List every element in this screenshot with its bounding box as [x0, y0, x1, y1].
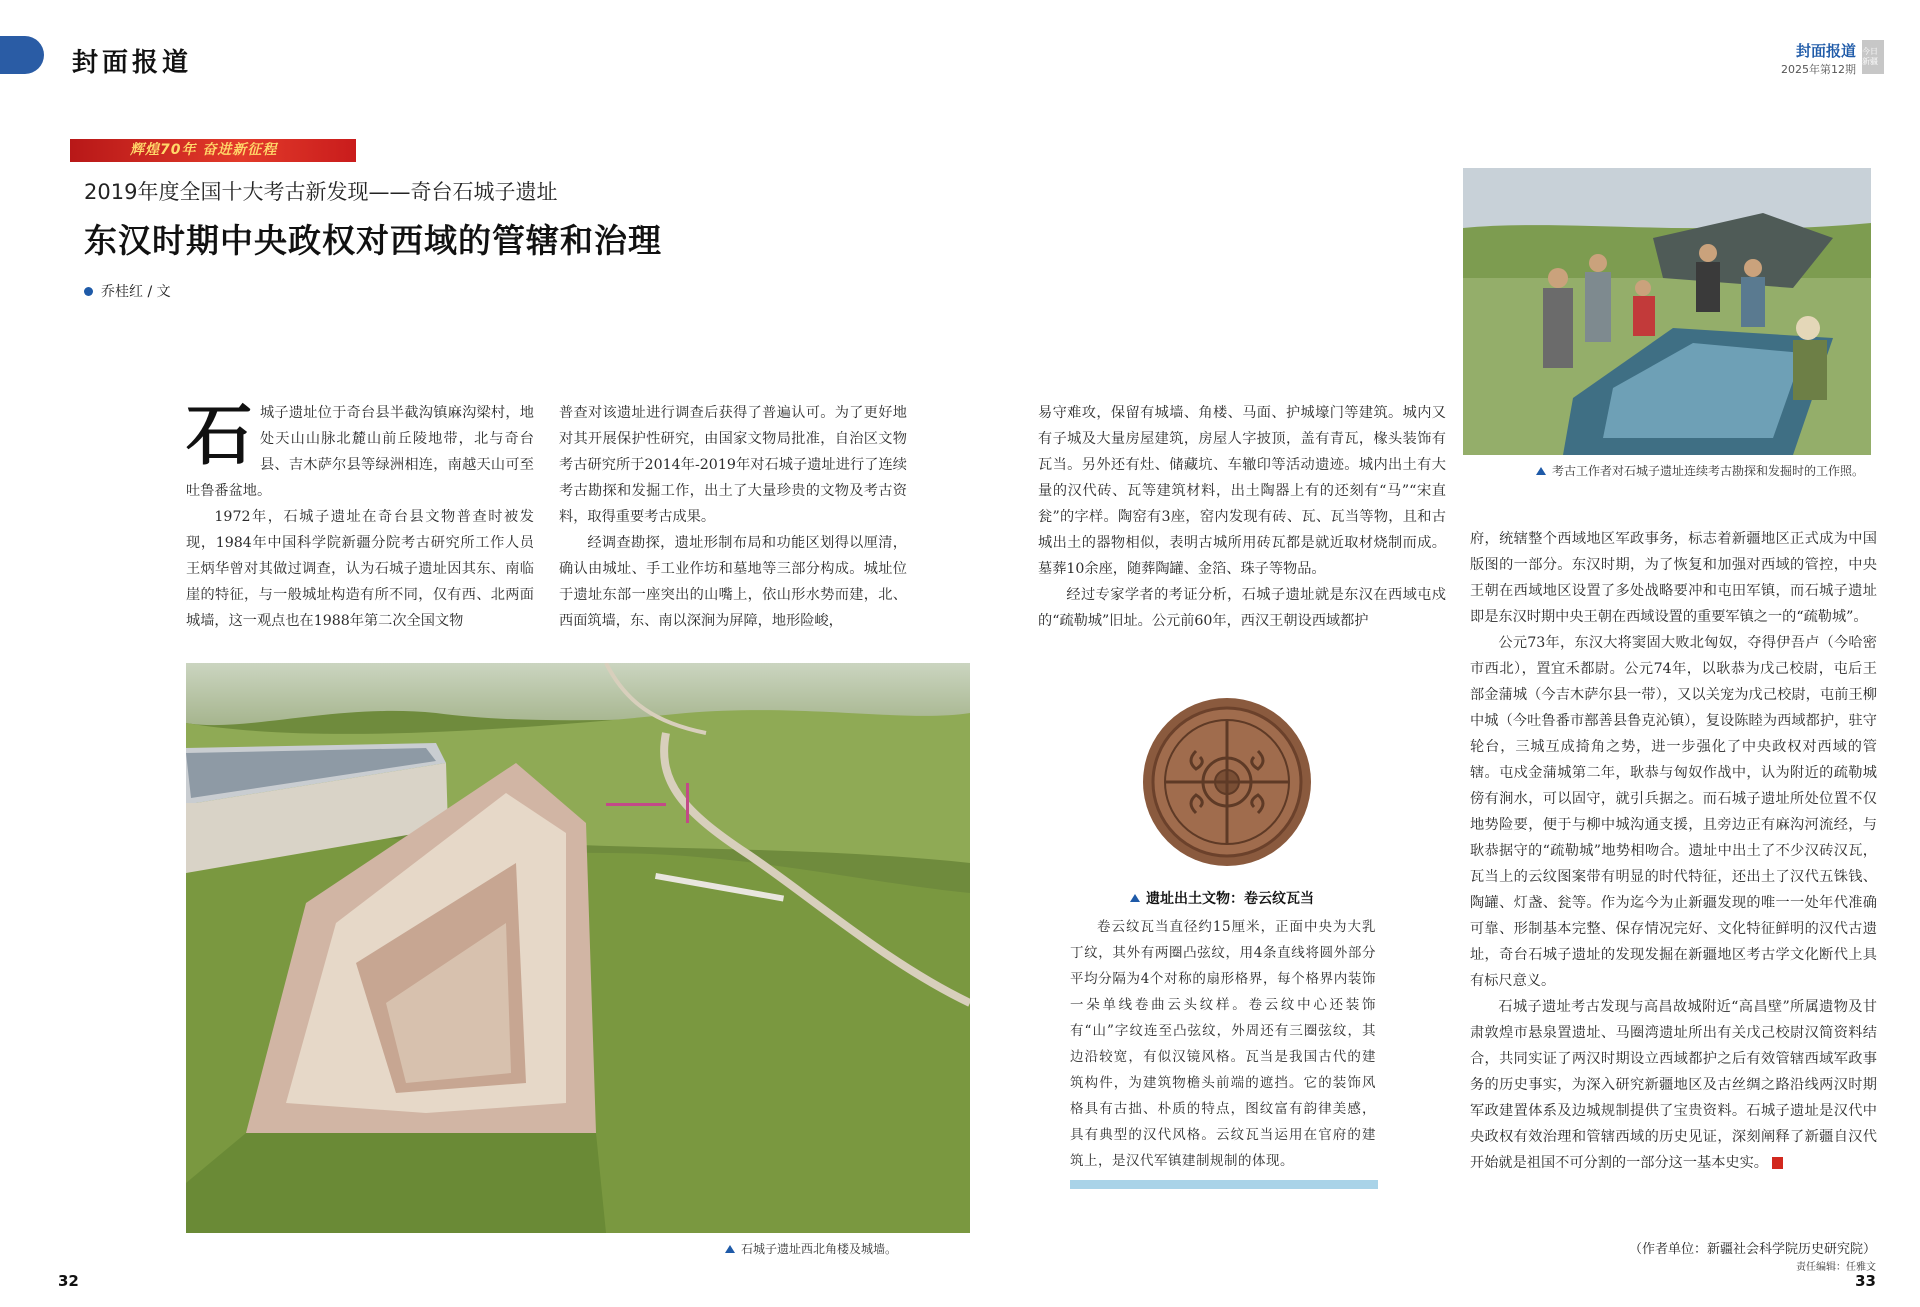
bullet-icon	[84, 287, 93, 296]
decorative-bar	[1070, 1180, 1378, 1189]
artifact-title: 遗址出土文物：卷云纹瓦当	[1130, 888, 1314, 908]
byline	[84, 281, 171, 301]
main-site-photo	[186, 663, 970, 1233]
paragraph: 易守难攻，保留有城墙、角楼、马面、护城壕门等建筑。城内又有子城及大量房屋建筑，房屋人字披顶，盖有青瓦，椽头装饰有瓦当。另外还有灶、储藏坑、车辙印等活动遗迹。城内出土有大量的汉代砖、瓦等建筑材料，出土陶器上有的还刻有“马”“宋直瓮”的字样。陶窑有3座，窑内发现有砖、瓦、瓦当等物，且和古城出土的器物相似，表明古城所用砖瓦都是就近取材烧制而成。墓葬10余座，随葬陶罐、金箔、珠子等物品。	[1038, 405, 1446, 577]
paragraph: 普查对该遗址进行调查后获得了普遍认可。为了更好地对其开展保护性研究，由国家文物局批准，自治区文物考古研究所于2014年-2019年对石城子遗址进行了连续考古勘探和发掘工作，出土了大量珍贵的文物及考古资料，取得重要考古成果。	[559, 405, 907, 525]
team-working-illustration	[1463, 168, 1871, 455]
magazine-logo: 今日新疆	[1862, 40, 1884, 74]
caption-triangle-icon	[1536, 467, 1546, 475]
section-tab-marker	[0, 36, 44, 74]
caption-triangle-icon	[1130, 894, 1140, 902]
running-header-right	[1781, 40, 1884, 77]
section-title-right: 封面报道	[1795, 42, 1856, 60]
paragraph: 公元73年，东汉大将窦固大败北匈奴，夺得伊吾卢（今哈密市西北），置宜禾都尉。公元74年，以耿恭为戊己校尉，屯后王部金蒲城（今吉木萨尔县一带），又以关宠为戊己校尉，屯前王柳中城（今吐鲁番市鄯善县鲁克沁镇），复设陈睦为西域都护，驻守轮台，三城互成掎角之势，进一步强化了中央政权对西域的管辖。屯戍金蒲城第二年，耿恭与匈奴作战中，认为附近的疏勒城傍有涧水，可以固守，就引兵据之。而石城子遗址所处位置不仅地势险要，便于与柳中城沟通支援，且旁边正有麻沟河流经，与耿恭据守的“疏勒城”地势相吻合。遗址中出土了不少汉砖汉瓦，瓦当上的云纹图案带有明显的时代特征，还出土了汉代五铢钱、陶罐、灯盏、瓮等。作为迄今为止新疆发现的唯一一处年代准确可靠、形制基本完整、保存情况完好、文化特征鲜明的汉代古遗址，奇台石城子遗址的发现发掘在新疆地区考古学文化断代上具有标尺意义。	[1470, 635, 1877, 989]
issue-number: 2025年第12期	[1781, 63, 1856, 76]
text-column-4	[1470, 526, 1877, 1176]
paragraph: 府，统辖整个西域地区军政事务，标志着新疆地区正式成为中国版图的一部分。东汉时期，为了恢复和加强对西域的管控，中央王朝在西域地区设置了多处战略要冲和屯田军镇，而石城子遗址即是东汉时期中央王朝在西域设置的重要军镇之一的“疏勒城”。	[1470, 531, 1877, 625]
drop-cap: 石	[186, 396, 252, 474]
article-title: 东汉时期中央政权对西域的管辖和治理	[84, 221, 662, 260]
paragraph: 石城子遗址考古发现与高昌故城附近“高昌壁”所属遗物及甘肃敦煌市悬泉置遗址、马圈湾遗址所出有关戊己校尉汉简资料结合，共同实证了两汉时期设立西域都护之后有效管辖西域军政事务的历史事实，为深入研究新疆地区及古丝绸之路沿线两汉时期军政建置体系及边城规制提供了宝贵资料。石城子遗址是汉代中央政权有效治理和管辖西域的历史见证，深刻阐释了新疆自汉代开始就是祖国不可分割的一部分这一基本史实。	[1470, 999, 1877, 1171]
end-mark-icon	[1772, 1157, 1783, 1169]
author-name: 乔桂红 / 文	[101, 284, 171, 300]
author-affiliation: （作者单位：新疆社会科学院历史研究院）	[1628, 1242, 1876, 1257]
article-subtitle: 2019年度全国十大考古新发现——奇台石城子遗址	[84, 180, 558, 204]
artifact-description: 卷云纹瓦当直径约15厘米，正面中央为大乳丁纹，其外有两圈凸弦纹，用4条直线将圆外部分平均分隔为4个对称的扇形格界，每个格界内装饰一朵单线卷曲云头纹样。卷云纹中心还装饰有“山”字纹连至凸弦纹，外周还有三圈弦纹，其边沿较宽，有似汉镜风格。瓦当是我国古代的建筑构件，为建筑物檐头前端的遮挡。它的装饰风格具有古拙、朴质的特点，图纹富有韵律美感，具有典型的汉代风格。云纹瓦当运用在官府的建筑上，是汉代军镇建制规制的体现。	[1070, 919, 1376, 1169]
text-column-3	[1038, 400, 1446, 634]
section-title-left: 封面报道	[72, 48, 193, 78]
team-photo-caption: 考古工作者对石城子遗址连续考古勘探和发掘时的工作照。	[1536, 462, 1864, 479]
caption-triangle-icon	[725, 1245, 735, 1253]
anniversary-banner: 辉煌70年 奋进新征程	[70, 139, 356, 162]
page-number-left: 32	[58, 1272, 79, 1290]
responsible-editor: 责任编辑：任雅文	[1796, 1262, 1876, 1273]
paragraph: 城子遗址位于奇台县半截沟镇麻沟梁村，地处天山山脉北麓山前丘陵地带，北与奇台县、吉木萨尔县等绿洲相连，南越天山可至吐鲁番盆地。	[186, 405, 534, 499]
paragraph: 经调查勘探，遗址形制布局和功能区划得以厘清，确认由城址、手工业作坊和墓地等三部分构成。城址位于遗址东部一座突出的山嘴上，依山形水势而建，北、西面筑墙，东、南以深涧为屏障，地形险峻，	[559, 535, 907, 629]
tile-end-artifact-photo	[1138, 693, 1316, 871]
excavation-team-photo	[1463, 168, 1871, 455]
text-column-1	[186, 396, 534, 634]
main-photo-caption: 石城子遗址西北角楼及城墙。	[725, 1240, 897, 1257]
paragraph: 经过专家学者的考证分析，石城子遗址就是东汉在西域屯戍的“疏勒城”旧址。公元前60年，西汉王朝设西域都护	[1038, 587, 1446, 629]
paragraph: 1972年，石城子遗址在奇台县文物普查时被发现，1984年中国科学院新疆分院考古研究所工作人员王炳华曾对其做过调查，认为石城子遗址因其东、南临崖的特征，与一般城址构造有所不同，仅有西、北两面城墙，这一观点也在1988年第二次全国文物	[186, 509, 534, 629]
text-column-2	[559, 400, 907, 634]
page-number-right: 33	[1855, 1272, 1876, 1290]
cloud-pattern-tile-illustration	[1138, 693, 1316, 871]
ruins-aerial-illustration	[186, 663, 970, 1233]
